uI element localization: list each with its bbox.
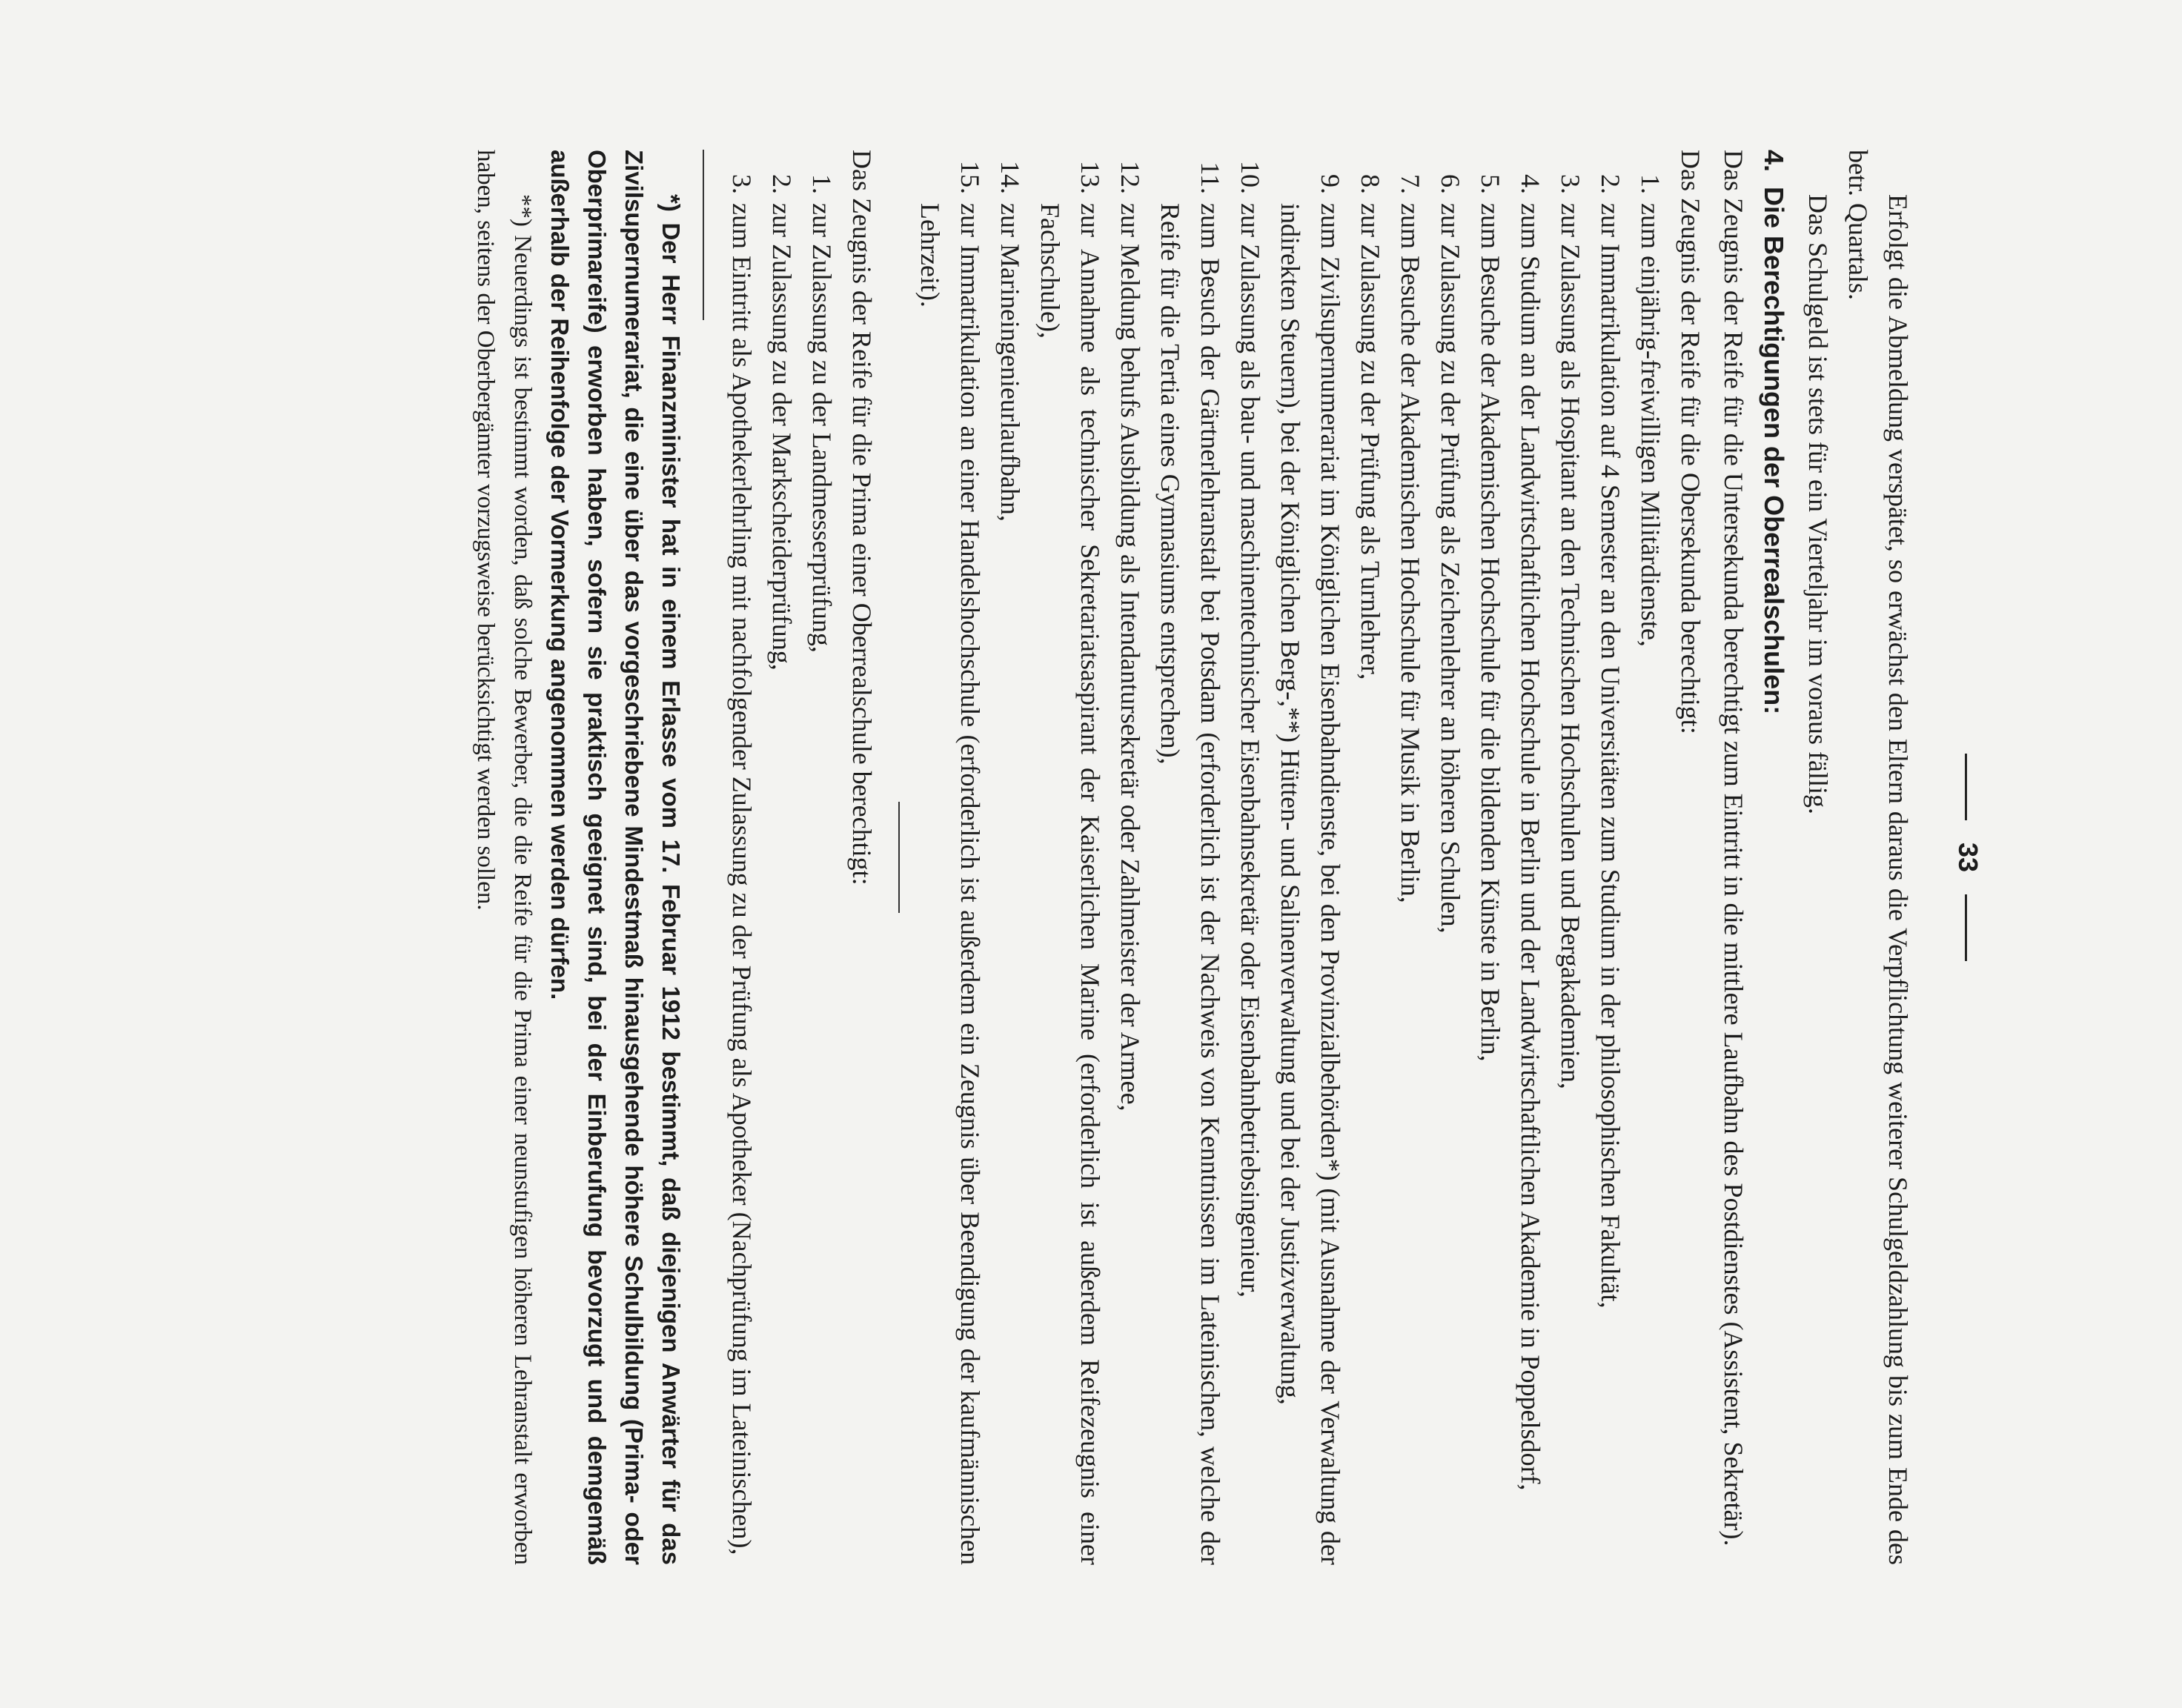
list-item-number: 1.: [1636, 174, 1665, 194]
list-item: [762, 150, 802, 1565]
list-item-text: zur Immatrikulation an einer Handelshochschule (erforderlich ist außerdem ein Zeugnis über Beendigung der kaufmännischen Lehrzeit).: [915, 203, 985, 1565]
list-item: [1430, 150, 1470, 1565]
obersekunda-list: [910, 150, 1671, 1565]
section-4-number: 4.: [1759, 150, 1789, 173]
divider: [898, 802, 900, 913]
list-item-number: 15.: [955, 161, 985, 194]
list-item: [1551, 150, 1591, 1565]
list-item: [1270, 150, 1350, 1565]
page-number: 33: [1948, 150, 1988, 1565]
section-4: [722, 150, 1794, 1565]
list-item: [722, 150, 762, 1565]
list-item-text: zur Marineingenieurlaufbahn,: [995, 203, 1025, 522]
rotated-page-wrapper: [142, 68, 2040, 1639]
list-item: [1150, 150, 1230, 1565]
document-page: [142, 68, 2040, 1639]
list-item: [1030, 150, 1110, 1565]
list-item-number: 8.: [1356, 174, 1385, 194]
list-item-text: zum Besuch der Gärtnerlehranstalt bei Potsdam (erforderlich ist der Nachweis von Kenntnissen im Lateinischen, welche der Reife für die Tertia eines Gymnasiums entsprechen),: [1155, 203, 1225, 1565]
untersekunda-paragraph: Das Zeugnis der Reife für die Untersekunda berechtigt zum Eintritt in die mittlere Laufbahn des Postdienstes (Assistent, Sekretär).: [1719, 150, 1748, 1546]
list-item-number: 9.: [1316, 174, 1345, 194]
intro-paragraph-2: Das Schulgeld ist stets für ein Vierteljahr im voraus fällig.: [1803, 194, 1833, 814]
footnote-divider: [703, 150, 704, 320]
list-item: [1390, 150, 1430, 1565]
list-item-text: zur Meldung behufs Ausbildung als Intendantursekretär oder Zahlmeister der Armee,: [1115, 203, 1145, 1111]
list-item-text: zum Besuche der Akademischen Hochschule für die bildenden Künste in Berlin,: [1476, 203, 1505, 1062]
list-item: [1591, 150, 1631, 1565]
list-item-number: 6.: [1436, 174, 1465, 194]
list-item-number: 7.: [1396, 174, 1425, 194]
list-item-text: zum Zivilsupernumerariat im Königlichen Eisenbahndienste, bei den Provinzialbehörden*) (mit Ausnahme der Verwaltung der indirekten Steuern), bei der Königlichen Berg-,**) Hütten- und Salinenverwaltung und bei der Justizverwaltung,: [1276, 203, 1345, 1565]
list-item-text: zum Eintritt als Apothekerlehrling mit nachfolgender Zulassung zu der Prüfung als Apotheker (Nachprüfung im Lateinischen),: [727, 203, 757, 1555]
list-item-text: zur Zulassung zu der Markscheiderprüfung,: [767, 203, 797, 671]
list-item: [1350, 150, 1390, 1565]
list-item: [1230, 150, 1270, 1565]
list-item-text: zur Annahme als technischer Sekretariatsaspirant der Kaiserlichen Marine (erforderlich ist außerdem Reifezeugnis einer Fachschule),: [1035, 203, 1105, 1565]
list-item-text: zur Zulassung zu der Prüfung als Zeichenlehrer an höheren Schulen,: [1436, 203, 1465, 934]
list-item-number: 12.: [1115, 161, 1145, 194]
section-4-heading: [1754, 150, 1794, 1565]
obersekunda-lead: Das Zeugnis der Reife für die Obersekunda berechtigt:: [1676, 150, 1705, 734]
list-item-number: 4.: [1516, 174, 1545, 194]
prima-list: [722, 150, 842, 1565]
list-item-text: zum Studium an der Landwirtschaftlichen Hochschule in Berlin und der Landwirtschaftlichen Akademie in Poppelsdorf,: [1516, 203, 1545, 1491]
list-item-text: zur Zulassung zu der Landmesserprüfung,: [807, 203, 837, 653]
list-item-number: 11.: [1196, 162, 1225, 194]
list-item: [1110, 150, 1150, 1565]
prima-lead: Das Zeugnis der Reife für die Prima einer Oberrealschule berechtigt:: [847, 150, 877, 885]
list-item-number: 3.: [1556, 174, 1585, 194]
list-item: [910, 150, 990, 1565]
footnote-1: *) Der Herr Finanzminister hat in einem Erlasse vom 17. Februar 1912 bestimmt, daß diejenigen Anwärter für das Zivilsupernumerariat, die eine über das vorgeschriebene Mindestmaß hinausgehende höhere Schulbildung (Prima- oder Oberprimareife) erworben haben, sofern sie praktisch geeignet sind, bei der Einberufung bevorzugt und demgemäß außerhalb der Reihenfolge der Vormerkung angenommen werden dürfen.: [546, 150, 685, 1565]
list-item-number: 2.: [767, 174, 797, 194]
footnote-2: **) Neuerdings ist bestimmt worden, daß solche Bewerber, die die Reife für die Prima einer neunstufigen höheren Lehranstalt erworben haben, seitens der Oberbergämter vorzugsweise berücksichtigt werden sollen.: [472, 150, 536, 1565]
list-item: [990, 150, 1030, 1565]
intro-paragraph-1: Erfolgt die Abmeldung verspätet, so erwächst den Eltern daraus die Verpflichtung weiterer Schulgeldzahlung bis zum Ende des betr. Quartals.: [1843, 150, 1913, 1565]
list-item-number: 14.: [995, 161, 1025, 194]
list-item-text: zur Immatrikulation auf 4 Semester an den Universitäten zum Studium in der philosophischen Fakultät,: [1596, 203, 1625, 1309]
section-4-title: Die Berechtigungen der Oberrealschulen:: [1759, 187, 1789, 715]
list-item: [1631, 150, 1671, 1565]
list-item-text: zur Zulassung zu der Prüfung als Turnlehrer,: [1356, 203, 1385, 680]
list-item-text: zum einjährig-freiwilligen Militärdienste,: [1636, 203, 1665, 647]
list-item: [1470, 150, 1511, 1565]
list-item-number: 2.: [1596, 174, 1625, 194]
list-item-text: zum Besuche der Akademischen Hochschule für Musik in Berlin,: [1396, 203, 1425, 903]
list-item: [802, 150, 842, 1565]
list-item-text: zur Zulassung als bau- und maschinentechnischer Eisenbahnsekretär oder Eisenbahnbetriebsingenieur,: [1236, 203, 1265, 1298]
list-item-number: 10.: [1236, 161, 1265, 194]
list-item-number: 13.: [1075, 161, 1105, 194]
list-item-number: 3.: [727, 174, 757, 194]
list-item-number: 1.: [807, 174, 837, 194]
list-item: [1511, 150, 1551, 1565]
list-item-text: zur Zulassung als Hospitant an den Technischen Hochschulen und Bergakademien,: [1556, 203, 1585, 1089]
list-item-number: 5.: [1476, 174, 1505, 194]
